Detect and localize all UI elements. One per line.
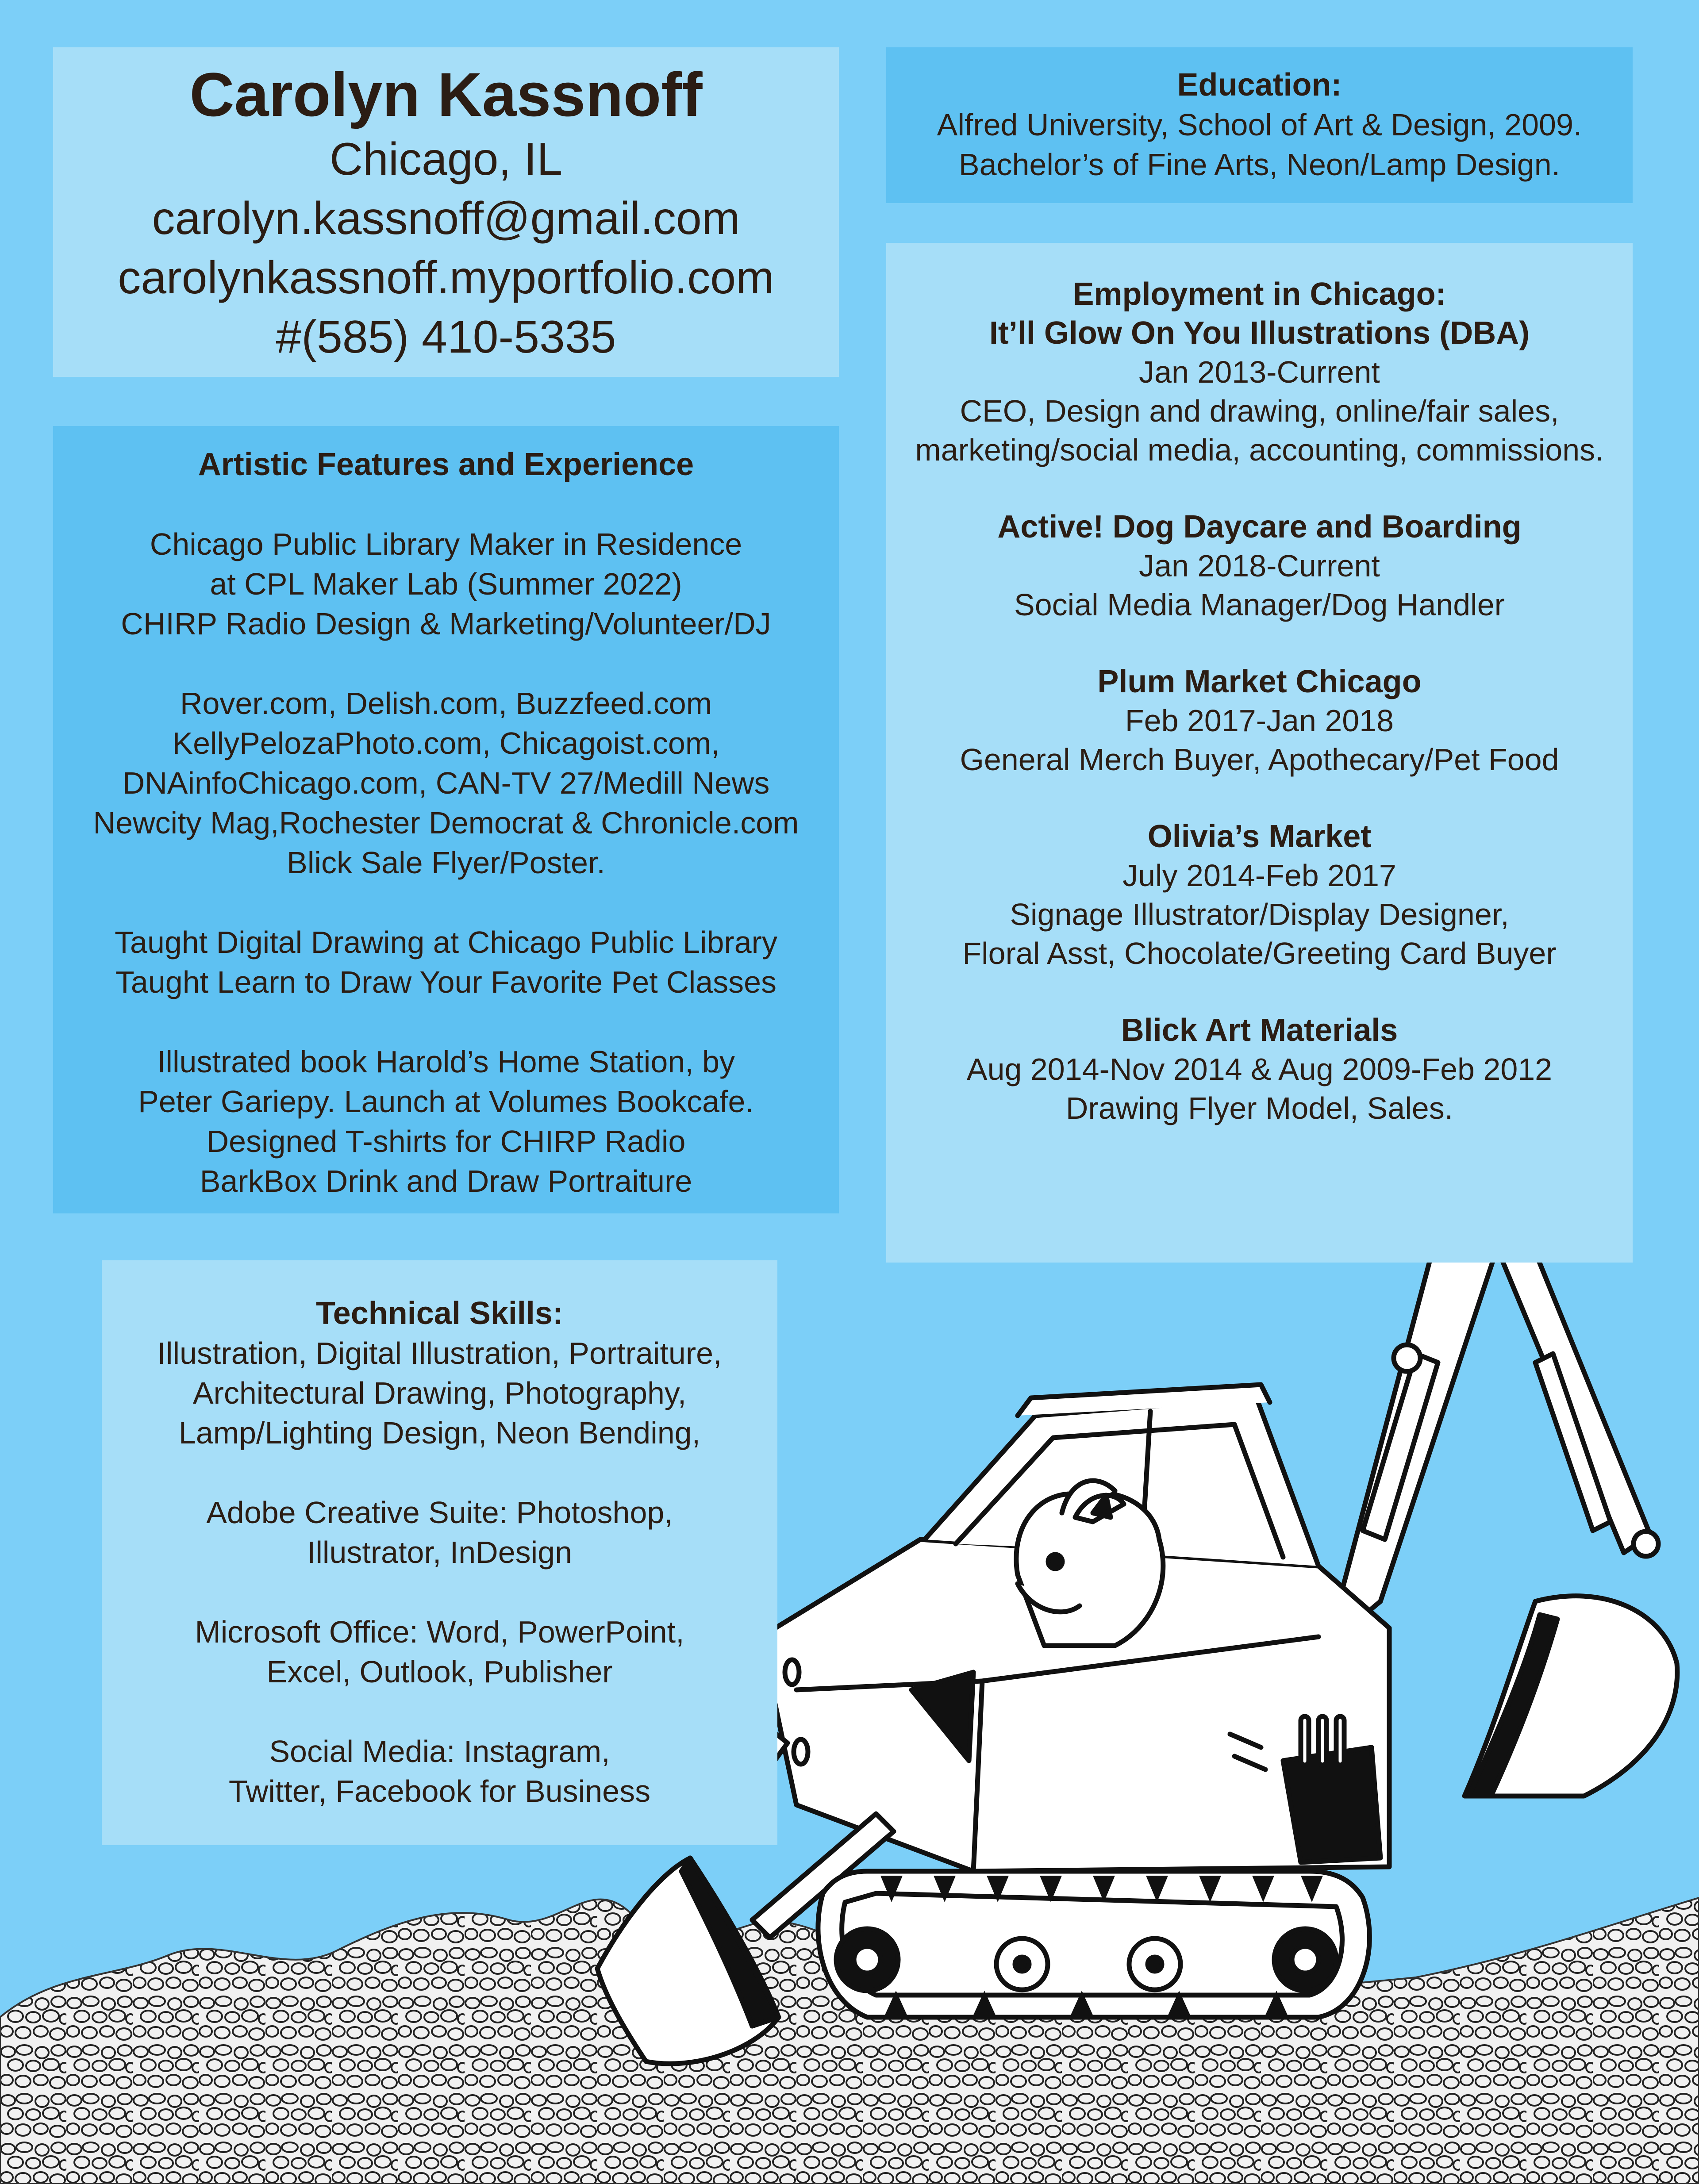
job-entry (886, 1011, 1633, 1128)
job-dates: Feb 2017-Jan 2018 (1125, 703, 1394, 738)
job-description: CEO, Design and drawing, online/fair sales, (960, 394, 1559, 428)
job-employer: Active! Dog Daycare and Boarding (997, 509, 1522, 545)
education-section (886, 47, 1633, 203)
skills-group (102, 1493, 777, 1572)
artistic-line: Newcity Mag,Rochester Democrat & Chronicle.com (93, 806, 799, 840)
artistic-group (53, 524, 839, 644)
job-description: Social Media Manager/Dog Handler (1014, 587, 1505, 622)
skills-group (102, 1333, 777, 1453)
job-entry (886, 662, 1633, 779)
artistic-line: DNAinfoChicago.com, CAN-TV 27/Medill News (122, 766, 770, 800)
artistic-group (53, 922, 839, 1002)
artistic-line: CHIRP Radio Design & Marketing/Volunteer/DJ (121, 606, 771, 641)
skills-group (102, 1612, 777, 1692)
website-link[interactable]: carolynkassnoff.myportfolio.com (118, 252, 774, 303)
artistic-group (53, 683, 839, 883)
artistic-line: Peter Gariepy. Launch at Volumes Bookcafe. (138, 1084, 754, 1119)
job-employer: It’ll Glow On You Illustrations (DBA) (989, 315, 1530, 351)
skills-line: Illustration, Digital Illustration, Portraiture, (157, 1336, 722, 1370)
artistic-line: Taught Digital Drawing at Chicago Public Library (115, 925, 777, 960)
job-employer: Blick Art Materials (1121, 1013, 1398, 1048)
artistic-line: KellyPelozaPhoto.com, Chicagoist.com, (172, 726, 720, 760)
skills-group (102, 1731, 777, 1811)
technical-skills-section (102, 1260, 777, 1845)
skills-line: Social Media: Instagram, (269, 1734, 610, 1769)
skills-heading: Technical Skills: (316, 1296, 563, 1331)
employment-section (886, 243, 1633, 1263)
job-description: Drawing Flyer Model, Sales. (1065, 1091, 1453, 1125)
skills-line: Architectural Drawing, Photography, (192, 1376, 687, 1410)
skills-line: Microsoft Office: Word, PowerPoint, (195, 1615, 684, 1649)
artistic-line: Chicago Public Library Maker in Residence (150, 527, 742, 561)
skills-line: Adobe Creative Suite: Photoshop, (206, 1495, 673, 1530)
phone-number: #(585) 410-5335 (276, 311, 616, 363)
job-employer: Plum Market Chicago (1097, 664, 1422, 699)
job-description: Signage Illustrator/Display Designer, (1010, 897, 1509, 932)
employment-heading: Employment in Chicago: (1072, 276, 1446, 312)
artistic-line: BarkBox Drink and Draw Portraiture (200, 1164, 692, 1198)
artistic-group (53, 1042, 839, 1201)
artistic-line: Taught Learn to Draw Your Favorite Pet Classes (115, 965, 777, 999)
skills-line: Lamp/Lighting Design, Neon Bending, (178, 1416, 701, 1450)
job-employer: Olivia’s Market (1147, 819, 1372, 854)
job-description: Floral Asst, Chocolate/Greeting Card Buyer (962, 936, 1557, 971)
artistic-line: Designed T-shirts for CHIRP Radio (206, 1124, 686, 1159)
artistic-line: Blick Sale Flyer/Poster. (287, 845, 605, 880)
location: Chicago, IL (329, 134, 563, 185)
job-dates: Jan 2018-Current (1139, 549, 1380, 583)
job-dates: Aug 2014-Nov 2014 & Aug 2009-Feb 2012 (966, 1052, 1553, 1086)
skills-line: Twitter, Facebook for Business (228, 1774, 651, 1808)
artistic-experience-section (53, 426, 839, 1213)
job-dates: July 2014-Feb 2017 (1122, 858, 1396, 893)
email-link[interactable]: carolyn.kassnoff@gmail.com (152, 193, 740, 244)
applicant-name: Carolyn Kassnoff (189, 60, 703, 129)
skills-line: Excel, Outlook, Publisher (266, 1654, 613, 1689)
artistic-line: at CPL Maker Lab (Summer 2022) (210, 567, 682, 601)
job-entry (886, 314, 1633, 469)
artistic-heading: Artistic Features and Experience (198, 447, 694, 482)
job-entry (886, 507, 1633, 624)
education-line: Bachelor’s of Fine Arts, Neon/Lamp Design. (958, 147, 1561, 182)
skills-line: Illustrator, InDesign (307, 1535, 573, 1570)
job-dates: Jan 2013-Current (1139, 355, 1380, 389)
contact-header (53, 47, 839, 377)
artistic-line: Rover.com, Delish.com, Buzzfeed.com (180, 686, 712, 721)
artistic-line: Illustrated book Harold’s Home Station, by (157, 1044, 735, 1079)
job-description: General Merch Buyer, Apothecary/Pet Food (960, 742, 1559, 777)
education-line: Alfred University, School of Art & Design, 2009. (937, 107, 1582, 142)
job-description: marketing/social media, accounting, commissions. (915, 433, 1604, 467)
job-entry (886, 817, 1633, 973)
education-heading: Education: (1177, 67, 1342, 103)
